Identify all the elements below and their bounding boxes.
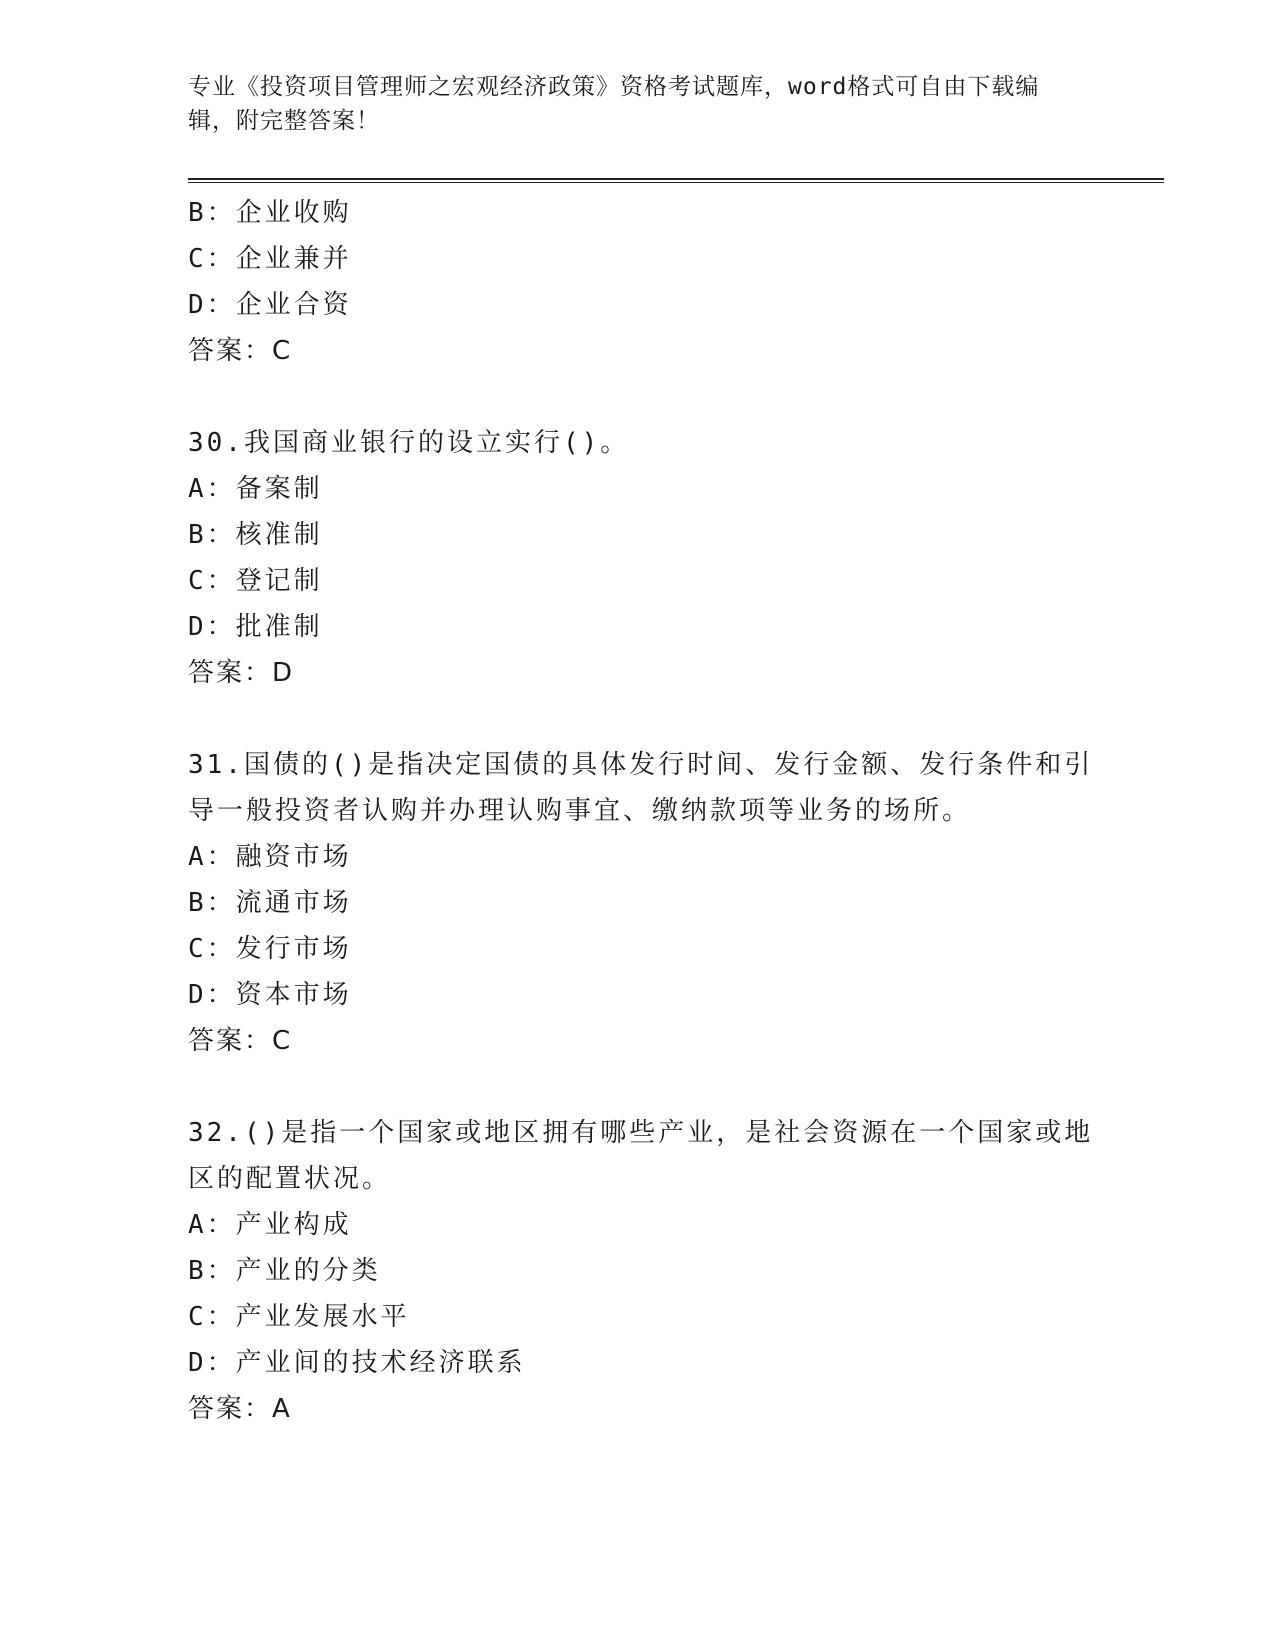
option-b: B：核准制 <box>188 520 323 550</box>
page-header: 专业《投资项目管理师之宏观经济政策》资格考试题库，word格式可自由下载编辑，附完整答案！ <box>188 74 1040 134</box>
option-b: B：流通市场 <box>188 888 352 918</box>
option-a: A：融资市场 <box>188 842 352 872</box>
option-b: B：企业收购 <box>188 198 352 228</box>
option-c: C：企业兼并 <box>188 244 352 274</box>
question-list <box>188 190 1094 1432</box>
option-d: D：资本市场 <box>188 980 352 1010</box>
option-d: D：批准制 <box>188 612 323 642</box>
option-a: A：备案制 <box>188 474 323 504</box>
question-stem-line-2: 区的配置状况。 <box>188 1164 392 1194</box>
question-stem-line-1: 31.国债的()是指决定国债的具体发行时间、发行金额、发行条件和引 <box>188 750 1094 780</box>
option-a: A：产业构成 <box>188 1210 352 1240</box>
header-divider <box>188 178 1164 183</box>
option-c: C：发行市场 <box>188 934 352 964</box>
question-31 <box>188 742 1094 1064</box>
option-d: D：企业合资 <box>188 290 352 320</box>
question-30 <box>188 420 1088 696</box>
question-32 <box>188 1110 1094 1432</box>
answer-line: 答案：D <box>188 658 295 688</box>
answer-line: 答案：C <box>188 336 293 366</box>
option-c: C：登记制 <box>188 566 323 596</box>
question-stem-line-1: 32.()是指一个国家或地区拥有哪些产业，是社会资源在一个国家或地 <box>188 1118 1094 1148</box>
option-b: B：产业的分类 <box>188 1256 381 1286</box>
option-d: D：产业间的技术经济联系 <box>188 1348 526 1378</box>
answer-line: 答案：C <box>188 1026 293 1056</box>
answer-line: 答案：A <box>188 1394 292 1424</box>
question-stem: 30.我国商业银行的设立实行()。 <box>188 428 630 458</box>
question-stem-line-2: 导一般投资者认购并办理认购事宜、缴纳款项等业务的场所。 <box>188 796 972 826</box>
prev-question-tail <box>188 190 1088 374</box>
option-c: C：产业发展水平 <box>188 1302 410 1332</box>
